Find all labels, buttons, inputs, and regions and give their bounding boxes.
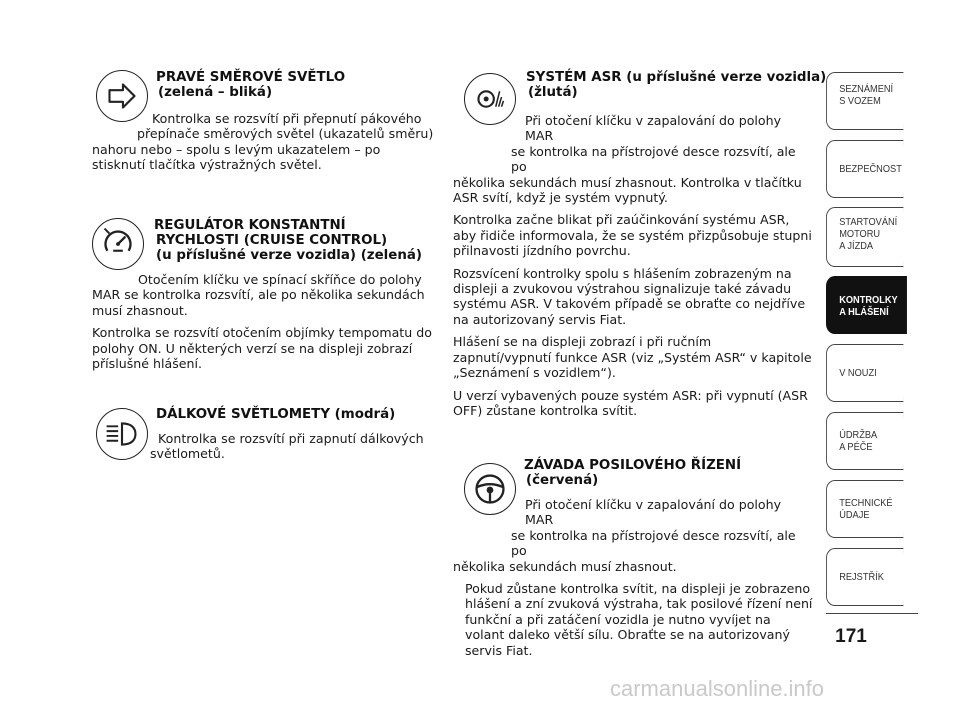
cruise-control-text: Otočením klíčku ve spínací skříňce do polohy MAR se kontrolka rozsvítí, ale po několika sekundách musí zhasnout. Kontrolka se rozsvítí otočením objímky tempomatu do polohy ON. U některých verzí se na displeji zobrazí příslušné hlášení. bbox=[92, 272, 432, 372]
tab-v-nouzi[interactable]: V NOUZI bbox=[826, 344, 903, 402]
tab-bezpecnost[interactable]: BEZPEČNOST bbox=[826, 140, 903, 198]
tab-startovani[interactable]: STARTOVÁNÍ MOTORU A JÍZDA bbox=[826, 207, 903, 267]
high-beam-icon bbox=[96, 408, 148, 460]
tab-seznameni[interactable]: SEZNÁMENÍ S VOZEM bbox=[826, 72, 903, 130]
asr-title: SYSTÉM ASR (u příslušné verze vozidla) (žlutá) bbox=[526, 70, 827, 100]
power-steering-text: Při otočení klíčku v zapalování do polohy MAR se kontrolka na přístrojové desce rozsvítí, ale po několika sekundách musí zhasnout. Pokud zůstane kontrolka svítit, na displeji je zobrazeno hlášení a zní zvuková výstraha, tak posilové řízení není funkční a při zatáčení vozidla je nutno vyvíjet na volant daleko větší sílu. Obraťte se na autorizovaný servis Fiat. bbox=[453, 497, 813, 658]
watermark: carmanualsonline.info bbox=[610, 676, 825, 701]
tab-udrzba[interactable]: ÚDRŽBA A PÉČE bbox=[826, 412, 903, 470]
power-steering-title: ZÁVADA POSILOVÉHO ŘÍZENÍ (červená) bbox=[524, 458, 742, 488]
tab-technicke[interactable]: TECHNICKÉ ÚDAJE bbox=[826, 480, 903, 538]
asr-text: Při otočení klíčku v zapalování do polohy MAR se kontrolka na přístrojové desce rozsvítí, ale po několika sekundách musí zhasnout. Kontrolka v tlačítku ASR svítí, když je systém vypnutý. Kontrolka začne blikat při zaúčinkování systému ASR, aby řidiče informovala, že se systém přizpůsobuje stupni přilnavosti jízdního povrchu. Rozsvícení kontrolky spolu s hlášením zobrazeným na displeji a zvukovou výstrahou signalizuje také závadu systému ASR. V takovém případě se obraťte co nejdříve na autorizovaný servis Fiat. Hlášení se na displeji zobrazí i při ručním zapnutí/vypnutí funkce ASR (viz „Systém ASR“ v kapitole „Seznámení s vozidlem“). U verzí vybavených pouze systém ASR: při vypnutí (ASR OFF) zůstane kontrolka svítit. bbox=[453, 113, 812, 418]
tab-kontrolky[interactable]: KONTROLKY A HLÁŠENÍ bbox=[826, 276, 907, 334]
high-beam-title: DÁLKOVÉ SVĚTLOMETY (modrá) bbox=[156, 407, 396, 422]
cruise-control-title: REGULÁTOR KONSTANTNÍ RYCHLOSTI (CRUISE CONTROL) (u příslušné verze vozidla) (zelená) bbox=[154, 218, 423, 263]
turn-right-title: PRAVÉ SMĚROVÉ SVĚTLO (zelená – bliká) bbox=[156, 70, 346, 100]
speedometer-icon bbox=[92, 218, 144, 270]
page-number: 171 bbox=[835, 626, 867, 647]
page-number-rule bbox=[826, 613, 918, 614]
high-beam-text: Kontrolka se rozsvítí při zapnutí dálkových světlometů. bbox=[150, 431, 424, 462]
tab-rejstrik[interactable]: REJSTŘÍK bbox=[826, 548, 903, 606]
turn-right-text: Kontrolka se rozsvítí při přepnutí pákového přepínače směrových světel (ukazatelů směru) nahoru nebo – spolu s levým ukazatelem – po stisknutí tlačítka výstražných světel. bbox=[92, 111, 434, 173]
